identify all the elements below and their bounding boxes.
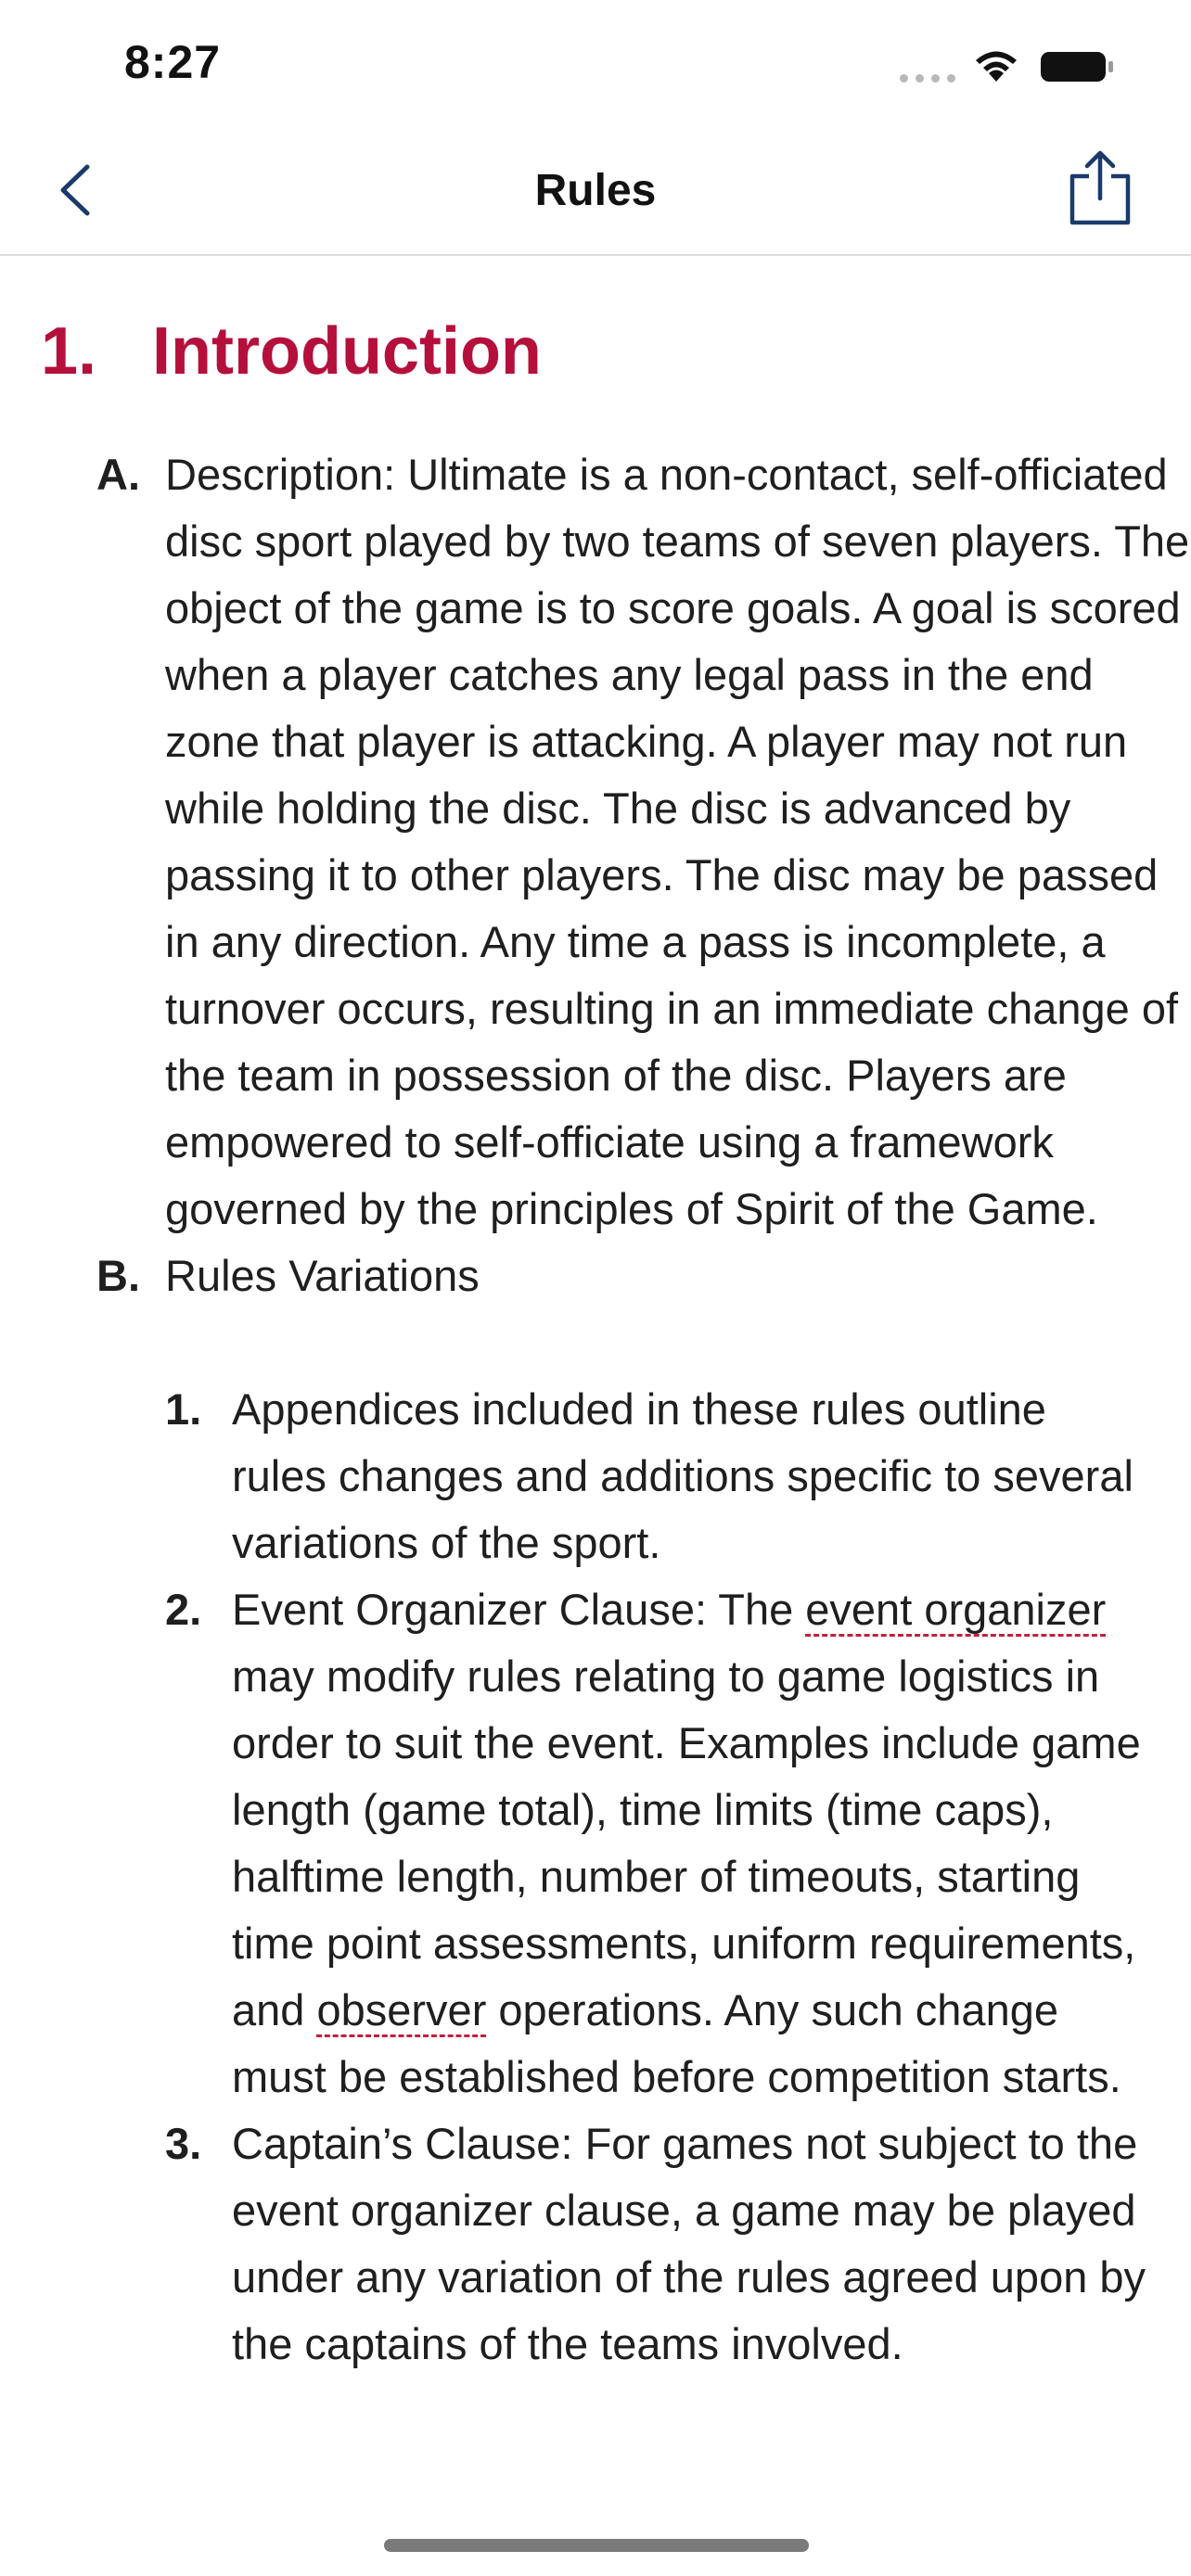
item-text: Captain’s Clause: For games not subject to the event organizer clause, a game may be played under any variation of the rules agreed upon by the captains of the teams involved. [232,2119,1146,2368]
item-text [232,1576,1148,2111]
section-heading [41,313,542,389]
sub-list [165,1376,1148,2378]
list-item [96,441,1191,1243]
sub-list-item [165,2111,1148,2378]
status-bar [0,0,1191,130]
item-text-part: operations. Any such change must be established before competition starts. [232,1985,1121,2101]
item-marker: B. [96,1251,140,1300]
item-marker: 3. [165,2119,202,2168]
section-number: 1. [41,314,97,389]
sub-list-item [165,1576,1148,2111]
sub-list-item [165,1376,1148,1576]
status-time: 8:27 [124,36,222,88]
item-text-part: may modify rules relating to game logistics in order to suit the event. Examples include game length (game total), time limits (time caps), halftime length, number of timeouts, starting time point assessments, uniform requirements, and [232,1651,1141,2034]
defined-term-event-organizer[interactable]: event organizer [805,1585,1106,1637]
list-item [96,1243,1191,1309]
share-icon[interactable] [1065,148,1135,228]
item-marker: 1. [165,1384,202,1434]
navigation-bar [0,130,1191,256]
cellular-signal-icon [900,74,955,83]
section-title: Introduction [152,314,542,389]
rules-content[interactable] [0,256,1191,2476]
defined-term-observer[interactable]: observer [316,1985,486,2037]
item-text-part: Event Organizer Clause: The [232,1585,806,1634]
item-marker: 2. [165,1585,202,1634]
item-text: Description: Ultimate is a non-contact, self-officiated disc sport played by two teams of seven players. The object of the game is to score goals. A goal is scored when a player catches any legal pass in the end zone that player is attacking. A player may not run while holding the disc. The disc is advanced by passing it to other players. The disc may be passed in any direction. Any time a pass is incomplete, a turnover occurs, resulting in an immediate change of the team in possession of the disc. Players are empowered to self-officiate using a framework governed by the principles of Spirit of the Game. [165,450,1190,1233]
wifi-icon [972,46,1020,83]
item-text: Appendices included in these rules outline rules changes and additions specific to several variations of the sport. [232,1384,1133,1567]
page-title: Rules [534,166,657,215]
item-text: Rules Variations [165,1251,480,1300]
item-marker: A. [96,450,140,499]
home-indicator[interactable] [384,2539,809,2552]
battery-icon [1039,48,1115,85]
rules-list [96,441,1191,2378]
